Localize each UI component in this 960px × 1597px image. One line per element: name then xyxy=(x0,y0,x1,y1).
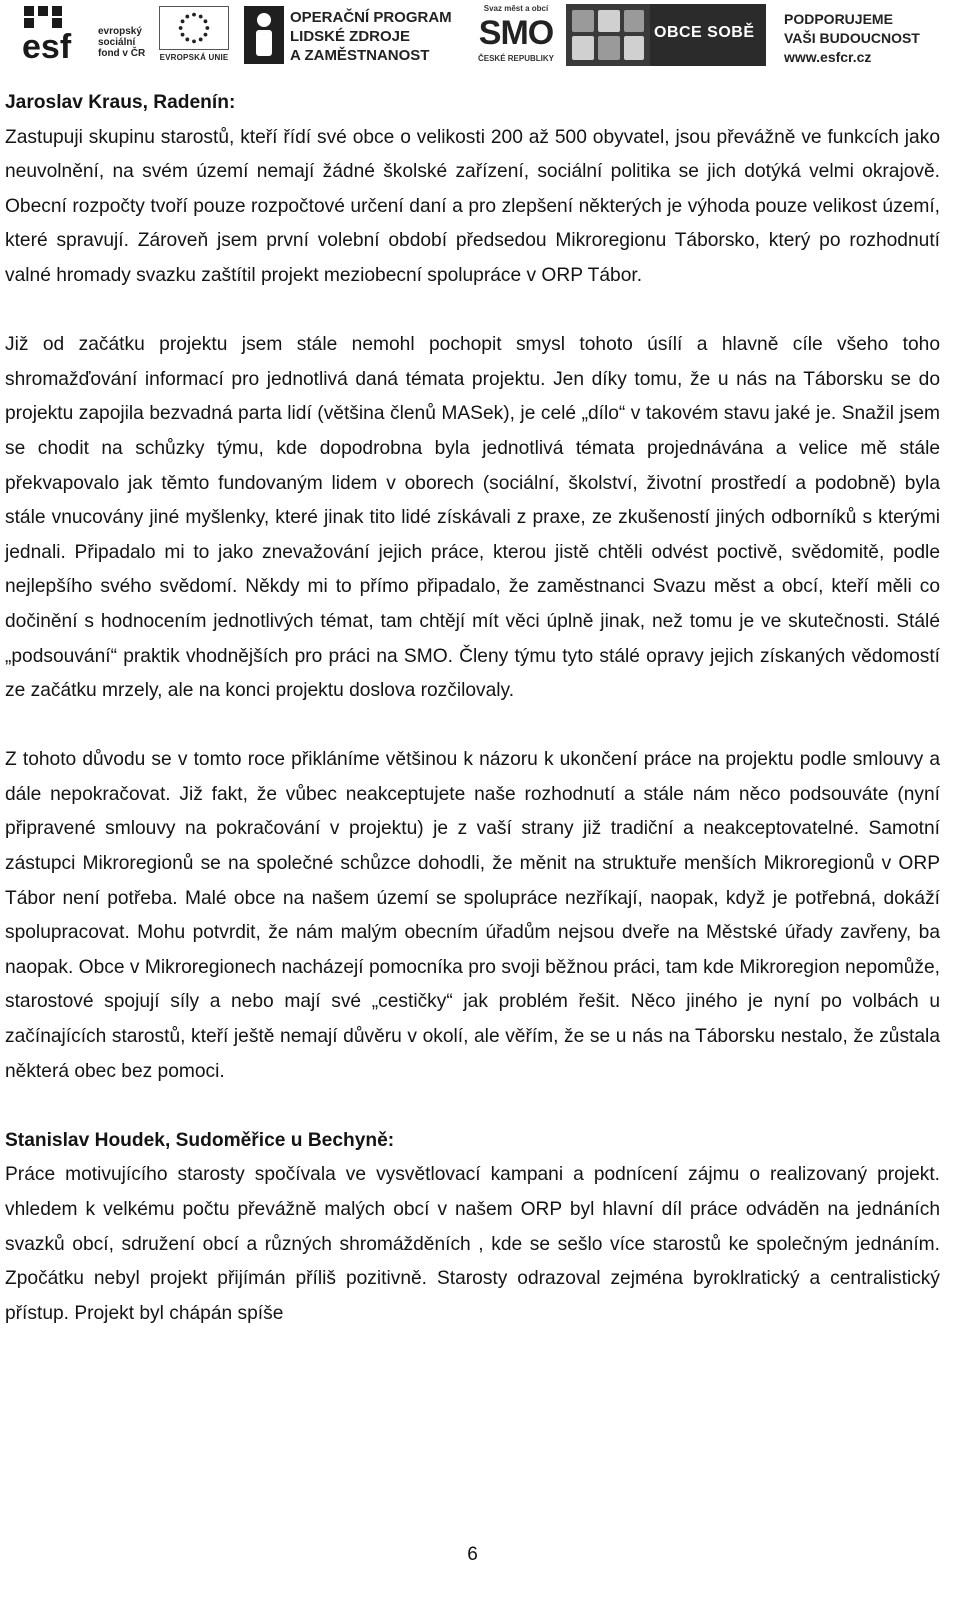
obce-sobe-text: OBCE SOBĚ xyxy=(654,24,755,41)
section-1-paragraph-1: Zastupuji skupinu starostů, kteří řídí své obce o velikosti 200 až 500 obyvatel, jsou převážně ve funkcích jako neuvolnění, na svém území nemají žádné školské zařízení, sociální politika se jich dotýká velmi okrajově. Obecní rozpočty tvoří pouze rozpočtové určení daní a pro zlepšení některých je výhoda pouze velikost území, které spravují. Zároveň jsem první volební období předsedou Mikroregionu Táborsko, který po rozhodnutí valné hromady svazku zaštítil projekt meziobecní spolupráce v ORP Tábor. xyxy=(5,126,940,286)
section-1-paragraph-2: Již od začátku projektu jsem stále nemohl pochopit smysl tohoto úsílí a hlavně cíle všeho toho shromažďování informací pro jednotlivá daná témata projektu. Jen díky tomu, že u nás na Táborsku se do projektu zapojila bezvadná parta lidí (většina členů MASek), je celé „dílo“ v takovém stavu jaké je. Snažil jsem se chodit na schůzky týmu, kde dopodrobna byla jednotlivá témata projednávána a velice mě stále překvapovalo jak těmto fundovaným lidem v oborech (sociální, školství, životní prostředí a podobně) byla stále vnucovány jiné myšlenky, které jinak tito lidé získávali z praxe, ze zkušeností jiných odborníků s kterými jednali. Připadalo mi to jako znevažování jejich práce, kterou jistě chtěli odvést poctivě, svědomitě, podle nejlepšího svého svědomí. Někdy mi to přímo připadalo, že zaměstnanci Svazu měst a obcí, kteří měli co dočinění s hodnocením jednotlivých témat, tam chtějí mít věci úplně jinak, než tomu je ve skutečnosti. Stálé „podsouvání“ praktik vhodnějších pro práci na SMO. Členy týmu tyto stálé opravy jejich získaných vědomostí ze začátku mrzely, ale na konci projektu doslova rozčilovaly. xyxy=(5,334,940,702)
esf-mark-text: esf xyxy=(22,28,72,62)
smo-logo-text: SMO xyxy=(478,14,554,52)
podporujeme-logo xyxy=(784,4,944,66)
logo-header xyxy=(0,0,960,72)
eu-logo xyxy=(155,4,233,66)
eu-caption: EVROPSKÁ UNIE xyxy=(159,53,229,62)
op-lzz-logo xyxy=(244,4,464,66)
obce-sobe-logo xyxy=(566,4,766,66)
esf-logo xyxy=(22,4,150,62)
smo-bottom-text: ČESKÉ REPUBLIKY xyxy=(477,54,554,63)
eu-flag-icon xyxy=(159,6,229,50)
page-number: 6 xyxy=(467,1544,478,1565)
section-1-paragraph-3: Z tohoto důvodu se v tomto roce přikláníme většinou k názoru k ukončení práce na projektu podle smlouvy a dále nepokračovat. Již fakt, že vůbec neakceptujete naše rozhodnutí a stále nám něco podsouváte (nyní připravené smlouvy na pokračování v projektu) je z vaší strany již tradiční a neakceptovatelné. Samotní zástupci Mikroregionů se na společné schůzce dohodli, že měnit na struktuře menších Mikroregionů v ORP Tábor není potřeba. Malé obce na našem území se spolupráce nezříkají, naopak, když je potřebná, dokáží spolupracovat. Mohu potvrdit, že nám malým obecním úřadům nejsou dveře na Městské úřady zavřeny, ba naopak. Obce v Mikroregionech nacházejí pomocníka pro svoji běžnou práci, tam kde Mikroregion nepomůže, starostové spojují síly a nebo mají své „cestičky“ jak problém řešit. Něco jiného je nyní po volbách u začínajících starostů, kteří ještě nemají důvěru v okolí, ale věřím, že se u nás na Táborsku nestalo, že zůstala některá obec bez pomoci. xyxy=(5,749,940,1082)
op-lzz-text: OPERAČNÍ PROGRAM LIDSKÉ ZDROJE A ZAMĚSTNANOST xyxy=(290,9,452,64)
paragraph-gap xyxy=(5,1089,940,1124)
section-1-author: Jaroslav Kraus, Radenín: xyxy=(5,92,236,113)
section-2-author: Stanislav Houdek, Sudoměřice u Bechyně: xyxy=(5,1129,395,1151)
op-lzz-icon xyxy=(244,6,284,64)
paragraph-gap xyxy=(5,294,940,329)
smo-logo xyxy=(470,4,562,66)
section-2-paragraph-1: Práce motivujícího starosty spočívala ve vysvětlovací kampani a podnícení zájmu o realizovaný projekt. vhledem k velkému počtu převážně malých obcí v našem ORP byl hlavní díl práce odváděn na jednáních svazků obcí, sdružení obcí a různých shromážděních , kde se sešlo více starostů ke společným jednáním. Zpočátku nebyl projekt přijímán příliš pozitivně. Starosty odrazoval zejména byroklratický a centralistický přístup. Projekt byl chápán spíše xyxy=(5,1164,940,1324)
smo-top-text: Svaz měst a obcí xyxy=(483,4,549,13)
document-body xyxy=(5,86,940,1331)
esf-text: evropský sociální fond v ČR xyxy=(98,26,146,59)
puzzle-icon xyxy=(566,4,650,66)
podporujeme-text: PODPORUJEME VAŠI BUDOUCNOST www.esfcr.cz xyxy=(784,11,920,65)
esf-mark-icon xyxy=(22,4,94,62)
paragraph-gap xyxy=(5,709,940,744)
